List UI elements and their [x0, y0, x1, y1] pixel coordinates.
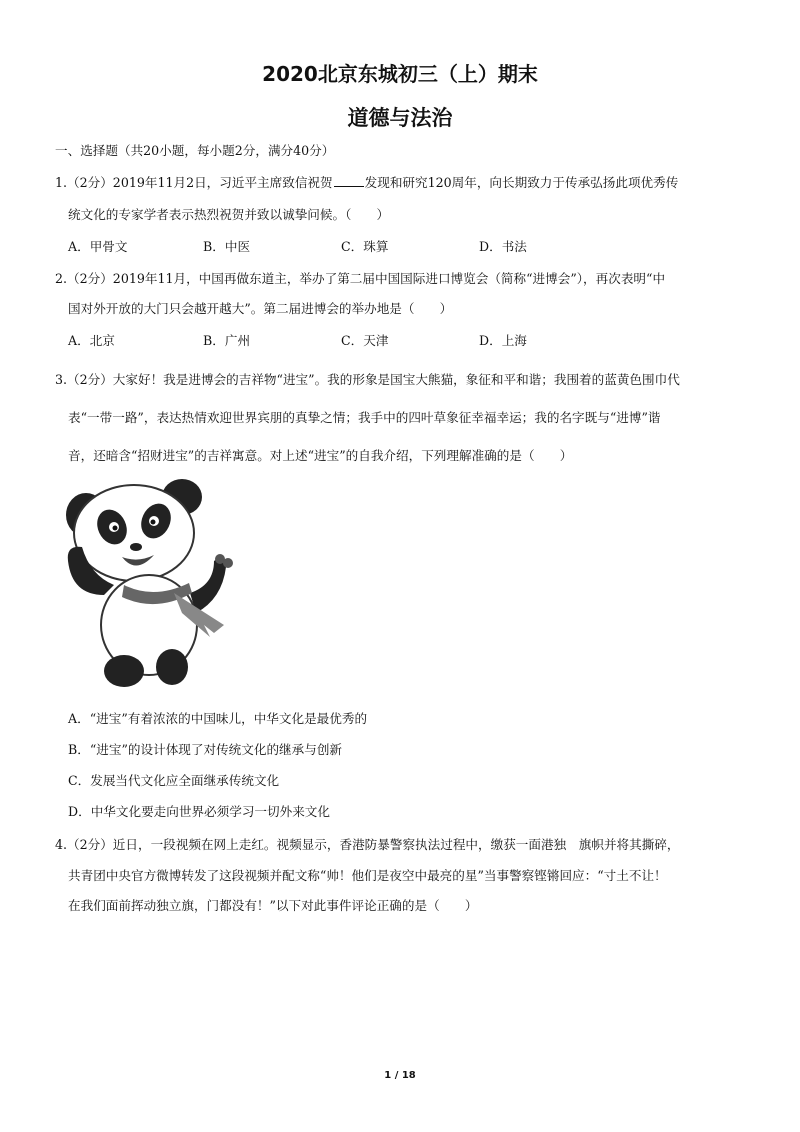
question-3-option-d[interactable]: D．中华文化要走向世界必须学习一切外来文化: [68, 804, 330, 819]
question-1-option-b[interactable]: B．中医: [203, 239, 251, 254]
question-1-line-1: [55, 172, 678, 191]
question-3-line-1: 3.（2分）大家好！我是进博会的吉祥物“进宝”。我的形象是国宝大熊猫，象征和平和谐；我围着的蓝黄色围巾代: [55, 372, 680, 387]
question-2-option-b[interactable]: B．广州: [203, 333, 251, 348]
question-2-option-d[interactable]: D．上海: [479, 333, 527, 348]
question-1-option-c[interactable]: C．珠算: [341, 239, 389, 254]
question-1-line-2: 统文化的专家学者表示热烈祝贺并致以诚挚问候。（ ）: [68, 207, 390, 222]
question-3-option-c[interactable]: C．发展当代文化应全面继承传统文化: [68, 773, 280, 788]
question-4-line-3: 在我们面前挥动独立旗，门都没有！”以下对此事件评论正确的是（ ）: [68, 898, 478, 913]
question-2-line-2: 国对外开放的大门只会越开越大”。第二届进博会的举办地是（ ）: [68, 301, 453, 316]
question-1-option-d[interactable]: D．书法: [479, 239, 527, 254]
question-3-option-a[interactable]: A．“进宝”有着浓浓的中国味儿，中华文化是最优秀的: [68, 711, 368, 726]
question-3-line-3: 音，还暗含“招财进宝”的吉祥寓意。对上述“进宝”的自我介绍，下列理解准确的是（ ）: [68, 448, 573, 463]
question-3-line-2: 表“一带一路”，表达热情欢迎世界宾朋的真挚之情；我手中的四叶草象征幸福幸运；我的名字既与“进博”谐: [68, 410, 661, 425]
panda-mascot-illustration: [64, 475, 234, 690]
question-2-option-a[interactable]: A．北京: [68, 333, 115, 348]
question-1-option-a[interactable]: A．甲骨文: [68, 239, 128, 254]
question-3-option-b[interactable]: B．“进宝”的设计体现了对传统文化的继承与创新: [68, 742, 343, 757]
question-2-line-1: 2.（2分）2019年11月，中国再做东道主，举办了第二届中国国际进口博览会（简称“进博会”），再次表明“中: [55, 271, 666, 286]
document-title: 2020北京东城初三（上）期末: [262, 62, 538, 86]
page-number: 1 / 18: [384, 1070, 416, 1081]
question-1-text-b: 发现和研究120周年，向长期致力于传承弘扬此项优秀传: [364, 175, 679, 190]
question-4-line-1: 4.（2分）近日，一段视频在网上走红。视频显示，香港防暴警察执法过程中，缴获一面港独 旗帜并将其撕碎，: [55, 837, 680, 852]
section-heading: 一、选择题（共20小题，每小题2分，满分40分）: [55, 143, 335, 158]
fill-blank: [334, 174, 364, 187]
question-1-text-a: 1.（2分）2019年11月2日，习近平主席致信祝贺: [55, 175, 333, 190]
question-2-option-c[interactable]: C．天津: [341, 333, 389, 348]
question-4-line-2: 共青团中央官方微博转发了这段视频并配文称“帅！他们是夜空中最亮的星”当事警察铿锵回应：“寸土不让！: [68, 868, 667, 883]
subject-title: 道德与法治: [347, 106, 453, 130]
